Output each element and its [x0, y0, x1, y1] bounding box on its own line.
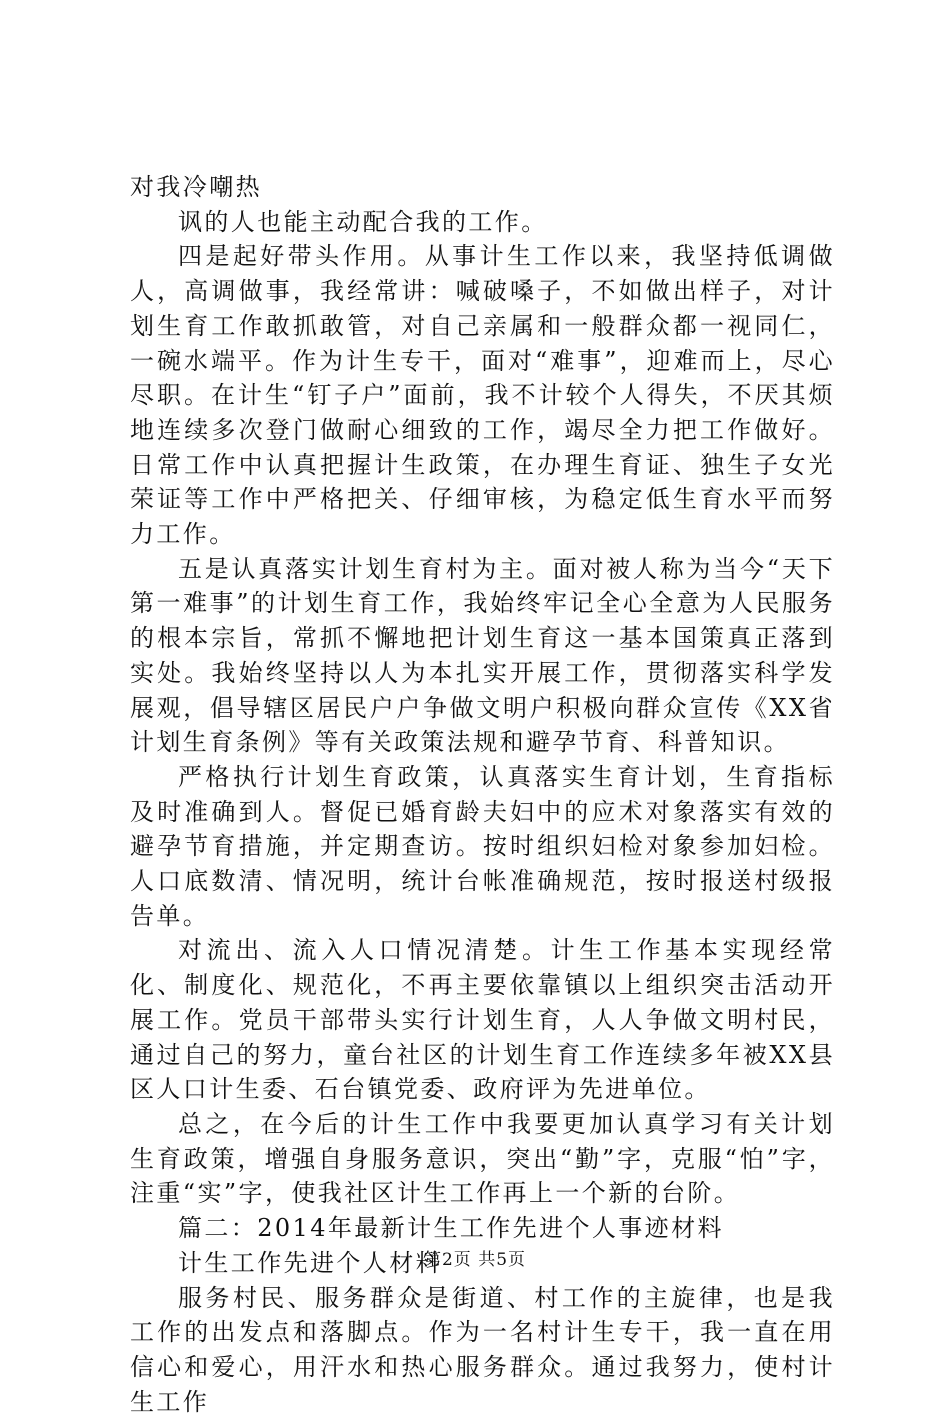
section-heading: 篇二：2014年最新计生工作先进个人事迹材料 [130, 1211, 835, 1246]
paragraph: 四是起好带头作用。从事计生工作以来，我坚持低调做人，高调做事，我经常讲：喊破嗓子，不如做出样子，对计划生育工作敢抓敢管，对自己亲属和一般群众都一视同仁，一碗水端平。作为计生专干，面对“难事”，迎难而上，尽心尽职。在计生“钉子户”面前，我不计较个人得失，不厌其烦地连续多次登门做耐心细致的工作，竭尽全力把工作做好。日常工作中认真把握计生政策，在办理生育证、独生子女光荣证等工作中严格把关、仔细审核，为稳定低生育水平而努力工作。 [130, 239, 835, 551]
paragraph: 服务村民、服务群众是街道、村工作的主旋律，也是我工作的出发点和落脚点。作为一名村计生专干，我一直在用信心和爱心，用汗水和热心服务群众。通过我努力，使村计生工作 [130, 1281, 835, 1419]
paragraph: 总之，在今后的计生工作中我要更加认真学习有关计划生育政策，增强自身服务意识，突出“勤”字，克服“怕”字，注重“实”字，使我社区计生工作再上一个新的台阶。 [130, 1107, 835, 1211]
paragraph: 讽的人也能主动配合我的工作。 [130, 205, 835, 240]
page-number-label: 第2页 共5页 [424, 1250, 526, 1270]
document-body [130, 170, 835, 1419]
paragraph: 严格执行计划生育政策，认真落实生育计划，生育指标及时准确到人。督促已婚育龄夫妇中的应术对象落实有效的避孕节育措施，并定期查访。按时组织妇检对象参加妇检。人口底数清、情况明，统计台帐准确规范，按时报送村级报告单。 [130, 760, 835, 934]
page-footer [0, 1245, 950, 1270]
paragraph: 五是认真落实计划生育村为主。面对被人称为当今“天下第一难事”的计划生育工作，我始终牢记全心全意为人民服务的根本宗旨，常抓不懈地把计划生育这一基本国策真正落到实处。我始终坚持以人为本扎实开展工作，贯彻落实科学发展观，倡导辖区居民户户争做文明户积极向群众宣传《XX省计划生育条例》等有关政策法规和避孕节育、科普知识。 [130, 552, 835, 760]
section-subheading: 计生工作先进个人材料 [130, 1246, 835, 1281]
paragraph: 对我冷嘲热 [130, 170, 835, 205]
paragraph: 对流出、流入人口情况清楚。计生工作基本实现经常化、制度化、规范化，不再主要依靠镇以上组织突击活动开展工作。党员干部带头实行计划生育，人人争做文明村民，通过自己的努力，童台社区的计划生育工作连续多年被XX县区人口计生委、石台镇党委、政府评为先进单位。 [130, 933, 835, 1107]
